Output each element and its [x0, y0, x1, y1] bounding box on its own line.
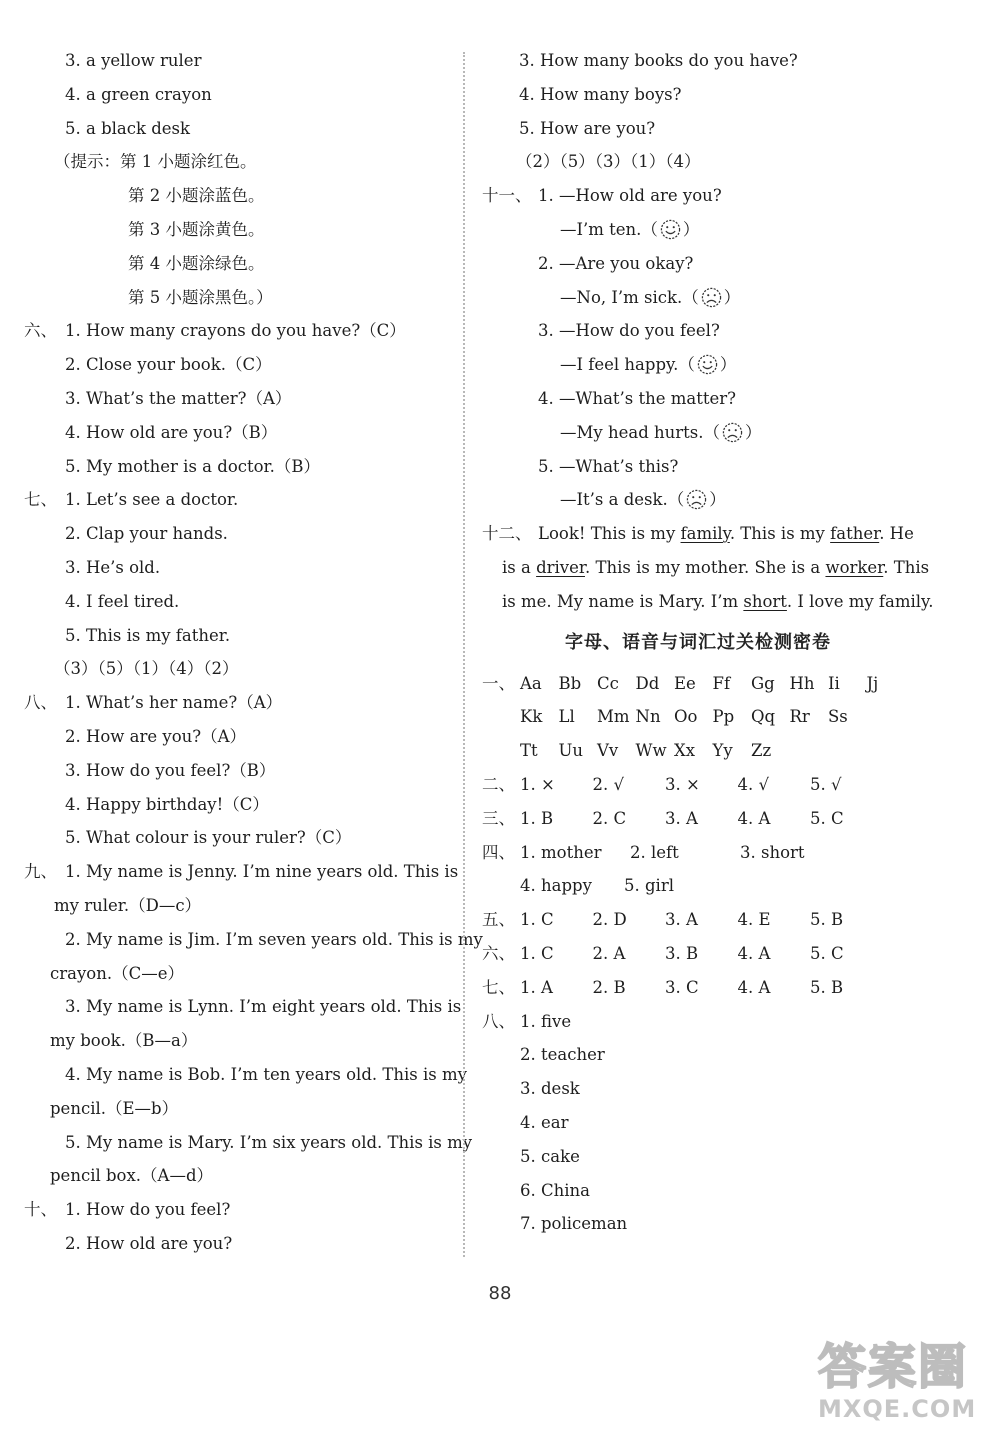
section-11: 十一、 1. —How old are you? [478, 179, 918, 213]
hint-line: 第 3 小题涂黄色。 [128, 219, 265, 239]
answer-line: 4. I feel tired. [65, 591, 180, 611]
answer-line: 2. My name is Jim. I’m seven years old. This is my [65, 929, 483, 949]
answer-cell: Xx [674, 741, 696, 761]
section-number: 一、 [482, 673, 515, 693]
answer-line: 3. —How do you feel? [538, 321, 720, 341]
answer-line: 5. My name is Mary. I’m six years old. This is my [65, 1132, 473, 1152]
section-number: 九、 [24, 862, 57, 882]
hint-line: （提示：第 1 小题涂红色。 [54, 152, 257, 172]
section-10: 十、 1. How do you feel? [24, 1193, 454, 1227]
answer-cell: 4. A [737, 977, 771, 997]
page-number: 88 [488, 1283, 512, 1304]
answer-cell: Ff [712, 673, 731, 693]
answer-cell: Uu [558, 741, 584, 761]
sad-face-icon [722, 422, 743, 443]
answer-line: 5. —What’s this? [538, 456, 679, 476]
section-title: 字母、语音与词汇过关检测密卷 [565, 631, 831, 653]
answer-cell: 4. √ [737, 774, 770, 794]
answer-cell: 3. A [665, 808, 698, 828]
answer-cell: Nn [635, 707, 661, 727]
answer-line: 4. —What’s the matter? [538, 388, 737, 408]
answer-line: 2. How are you?（A） [65, 726, 247, 746]
answer-cell: 4. A [737, 808, 771, 828]
fill-word: worker [825, 557, 884, 577]
alphabet-row-3 [478, 734, 918, 768]
answer-line: 3. How do you feel?（B） [65, 760, 276, 780]
sad-face-icon [686, 489, 707, 510]
dialog-answer: —No, I’m sick.（ ） [560, 287, 741, 307]
answer-cell: Oo [674, 707, 698, 727]
answer-line: 4. Happy birthday!（C） [65, 794, 269, 814]
answer-line: 2. Clap your hands. [65, 524, 228, 544]
answer-cell: 3. × [665, 774, 700, 794]
smile-face-icon [660, 219, 681, 240]
answer-line: 6. China [520, 1180, 590, 1200]
answer-cell: Ww [635, 741, 667, 761]
section-number: 十一、 [482, 186, 532, 206]
answer-cell: Hh [789, 673, 815, 693]
answer-cell: 3. C [665, 977, 699, 997]
answer-cell: 1. C [520, 910, 554, 930]
dialog-answer: —My head hurts.（ ） [560, 422, 762, 442]
section-number: 四、 [482, 842, 515, 862]
section-8: 八、 1. What’s her name?（A） [24, 686, 454, 720]
fill-word: driver [536, 557, 585, 577]
answer-line: 5. a black desk [65, 118, 191, 138]
answer-cell: 2. √ [592, 774, 625, 794]
answer-line: pencil.（E—b） [50, 1098, 179, 1118]
section-12: 十二、 Look! This is my family. This is my father. He [478, 517, 918, 551]
dialog-answer: —I feel happy.（ ） [560, 355, 737, 375]
answer-cell: Dd [635, 673, 660, 693]
answer-line: 3. He’s old. [65, 557, 161, 577]
section-6: 六、 1. How many crayons do you have?（C） [24, 314, 454, 348]
answer-cell: 4. A [737, 943, 771, 963]
sad-face-icon [701, 287, 722, 308]
answer-cell: Ss [828, 707, 848, 727]
hint-line: 第 4 小题涂绿色。 [128, 253, 265, 273]
answer-line: 3. a yellow ruler [65, 51, 202, 70]
alphabet-row-1 [478, 667, 918, 701]
answer-cell: 1. B [520, 808, 554, 828]
left-column [24, 44, 483, 1261]
fill-word: family [680, 524, 730, 544]
watermark-logo-text: 答案圈 [818, 1339, 969, 1395]
answer-line: 3. How many books do you have? [519, 51, 798, 70]
answer-line: 3. My name is Lynn. I’m eight years old. This is [65, 997, 462, 1017]
answer-row [478, 869, 918, 903]
answer-cell: Gg [751, 673, 775, 693]
answer-cell: Ee [674, 673, 696, 693]
answer-cell: Kk [520, 707, 543, 727]
alphabet-row-2 [478, 700, 918, 734]
order-line: （3）（5）（1）（4）（2） [54, 659, 239, 679]
answer-cell: 4. happy [520, 876, 592, 896]
answer-line: 3. desk [520, 1079, 580, 1099]
dialog-answer: —I’m ten.（ ） [560, 219, 700, 239]
answer-cell: 3. A [665, 910, 698, 930]
answer-line: 5. cake [520, 1146, 580, 1166]
answer-line: my book.（B—a） [50, 1031, 198, 1051]
section-number: 二、 [482, 774, 515, 794]
answer-cell: 2. C [592, 808, 627, 828]
answer-cell: Qq [751, 707, 776, 727]
answer-line: 4. How many boys? [519, 84, 682, 104]
answer-line: 2. Close your book.（C） [65, 355, 272, 375]
answer-cell: 5. B [810, 977, 844, 997]
answer-cell: Rr [789, 707, 810, 727]
answer-cell: 5. girl [624, 876, 674, 896]
fill-word: short [743, 591, 787, 611]
hint-line: 第 5 小题涂黑色。） [128, 287, 273, 307]
section-number: 八、 [482, 1011, 515, 1031]
answer-cell: Pp [712, 707, 735, 727]
answer-line: 2. —Are you okay? [538, 253, 694, 273]
section-number: 十、 [24, 1200, 57, 1220]
answer-cell: 1. A [520, 977, 553, 997]
column-divider [463, 52, 465, 1257]
answer-cell: 1. mother [520, 842, 602, 862]
answer-line: crayon.（C—e） [50, 963, 184, 983]
answer-cell: Vv [597, 741, 619, 761]
answer-row [478, 836, 918, 870]
answer-cell: 1. × [520, 774, 555, 794]
answer-row [478, 903, 918, 937]
answer-line: 4. ear [520, 1112, 569, 1132]
answer-line: 4. How old are you?（B） [65, 422, 278, 442]
answer-line: 3. What’s the matter?（A） [65, 388, 292, 408]
answer-cell: 3. short [740, 842, 805, 862]
answer-cell: Jj [866, 673, 879, 693]
answer-line: 5. This is my father. [65, 625, 231, 645]
answer-cell: 2. D [592, 910, 627, 930]
answer-cell: 4. E [737, 910, 771, 930]
answer-row [478, 971, 918, 1005]
section-number: 七、 [482, 977, 515, 997]
answer-line: 4. a green crayon [65, 84, 212, 104]
section-number: 七、 [24, 490, 57, 510]
section-number: 六、 [482, 943, 515, 963]
answer-cell: Yy [712, 741, 733, 761]
answer-row [478, 937, 918, 971]
answer-line: 5. My mother is a doctor.（B） [65, 456, 321, 476]
site-watermark [818, 1340, 994, 1436]
answer-cell: Aa [520, 673, 542, 693]
answer-cell: 5. C [810, 943, 844, 963]
answer-line: 4. My name is Bob. I’m ten years old. This is my [65, 1064, 467, 1084]
answer-line: 5. How are you? [519, 118, 656, 138]
answer-cell: Cc [597, 673, 619, 693]
watermark-url: MXQE.COM [818, 1395, 977, 1423]
answer-row: 八、 1. five [478, 1005, 918, 1039]
answer-row [478, 802, 918, 836]
answer-cell: Tt [520, 741, 538, 761]
answer-cell: 5. B [810, 910, 844, 930]
section-number: 三、 [482, 808, 515, 828]
dialog-answer: —It’s a desk.（ ） [560, 490, 726, 510]
answer-cell: Mm [597, 707, 630, 727]
answer-line: 5. What colour is your ruler?（C） [65, 828, 352, 848]
answer-cell: 2. B [592, 977, 626, 997]
hint-line: 第 2 小题涂蓝色。 [128, 186, 265, 206]
answer-cell: 2. left [630, 842, 679, 862]
passage-line: is a driver. This is my mother. She is a worker. This [502, 557, 930, 577]
section-number: 八、 [24, 693, 57, 713]
fill-word: father [830, 524, 880, 544]
section-7: 七、 1. Let’s see a doctor. [24, 483, 454, 517]
section-number: 六、 [24, 321, 57, 341]
answer-line: pencil box.（A—d） [50, 1166, 214, 1186]
smile-face-icon [697, 354, 718, 375]
answer-line: 7. policeman [520, 1214, 628, 1234]
answer-cell: Ll [558, 707, 575, 727]
answer-line: 2. teacher [520, 1045, 605, 1065]
answer-row [478, 768, 918, 802]
answer-line: my ruler.（D—c） [54, 895, 202, 915]
answer-cell: 2. A [592, 943, 626, 963]
answer-cell: Ii [828, 673, 840, 693]
order-line: （2）（5）（3）（1）（4） [516, 152, 701, 172]
answer-line: 2. How old are you? [65, 1233, 233, 1253]
answer-cell: 5. √ [810, 774, 842, 794]
right-column [478, 44, 934, 1241]
section-number: 五、 [482, 910, 515, 930]
section-number: 十二、 [482, 524, 532, 544]
answer-cell: Bb [558, 673, 582, 693]
section-9: 九、 1. My name is Jenny. I’m nine years old. This is [24, 855, 454, 889]
answer-cell: 3. B [665, 943, 699, 963]
answer-cell: 5. C [810, 808, 844, 828]
answer-cell: Zz [751, 741, 772, 761]
answer-cell: 1. C [520, 943, 554, 963]
passage-line: is me. My name is Mary. I’m short. I love my family. [502, 591, 934, 611]
